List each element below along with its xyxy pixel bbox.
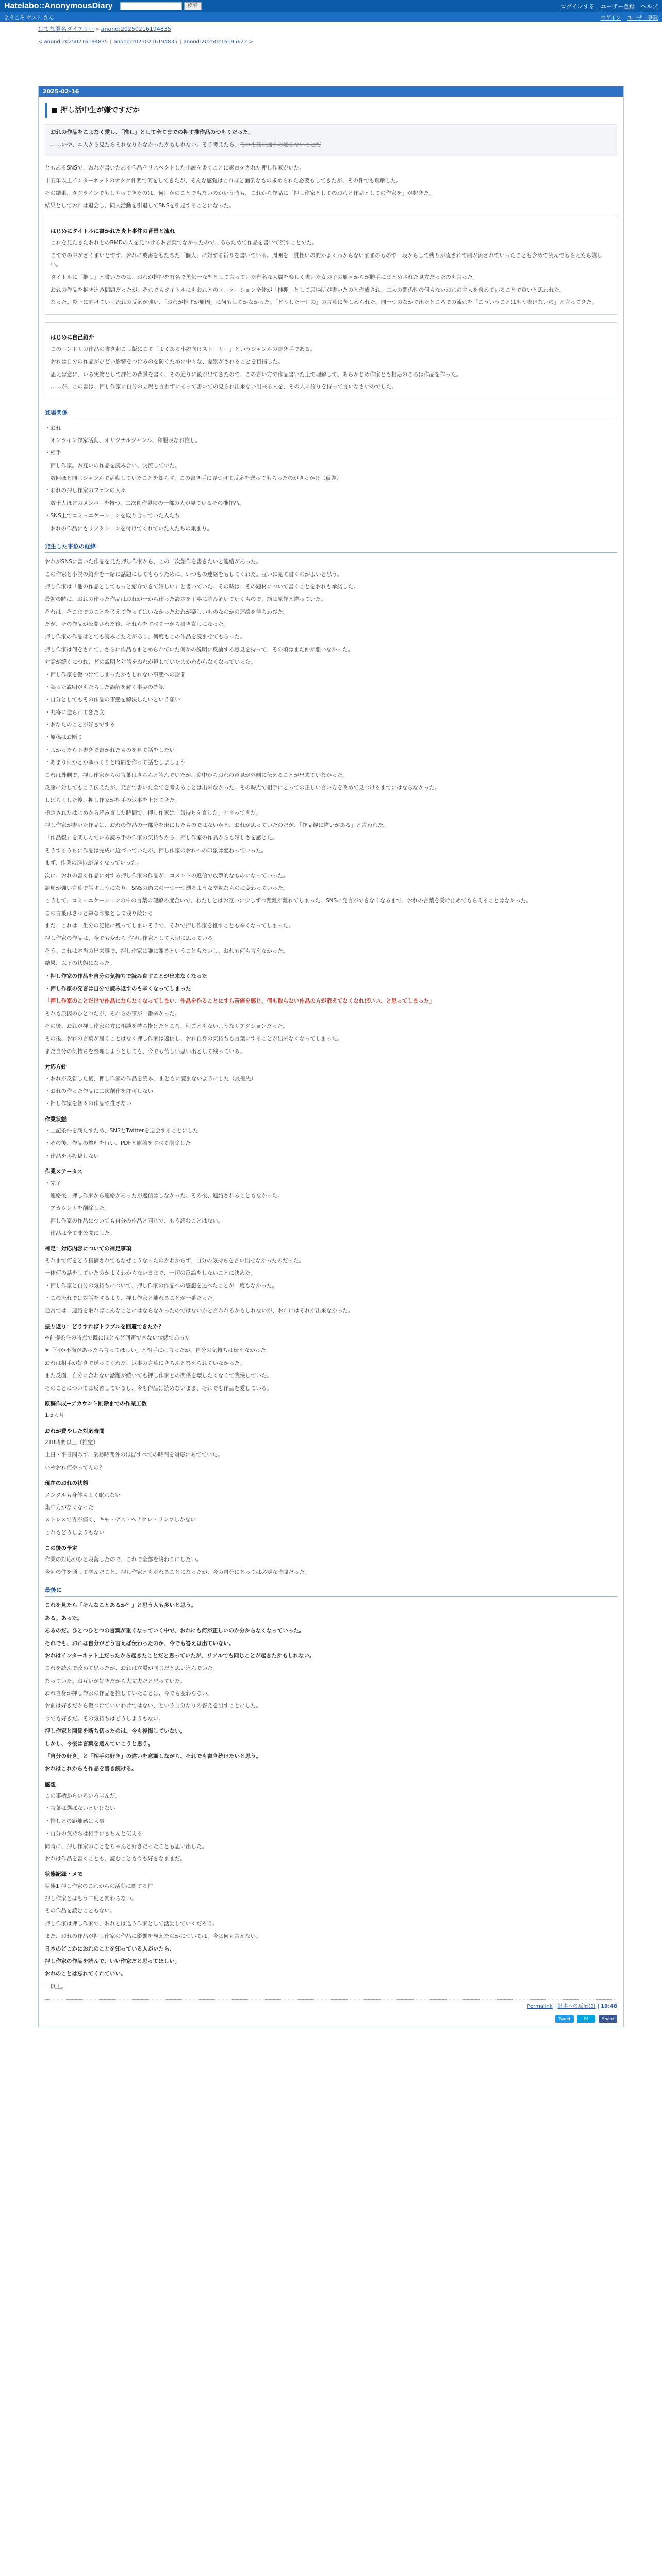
paragraph: 連絡後、押し作家から連絡があったが返信はしなかった。その後、連絡されることもなかった。 — [45, 1192, 283, 1199]
paragraph: ・おれ — [45, 425, 61, 431]
section-heading: 発生した事象の経緯 — [45, 541, 617, 553]
section-heading: 作業状態 — [45, 1116, 67, 1123]
paragraph: ・言葉は選ばないといけない — [45, 1805, 115, 1812]
paragraph: それは、そこまでのことを考えて作ってはいなかったおれが楽しいものなのかの連絡を待ちわびた。 — [45, 608, 289, 615]
paragraph: ・丸寄に送られてきた文 — [45, 709, 105, 716]
paragraph: おれは相手が好きで送ってくれた、返事の言葉にきちんと答えられていなかった。 — [45, 1360, 245, 1366]
paragraph: ・あまり何かとかゆっくりと時間を作って話をしましょう — [45, 759, 186, 766]
paragraph: その作品を読むこともない。 — [45, 1908, 115, 1914]
paragraph: 反論に対してもこう伝えたが、発言で書いた全てを考えることは出来なかった。その時点で相手にとっての正しい言い方を改めて見つけるまでにはならなかった。 — [45, 784, 440, 791]
paragraph: これは外側で、押し作家からの言葉はきちんと読んでいたが、途中からおれの意見が外側に伝えることが出来ていなかった。 — [45, 772, 348, 778]
paragraph: 1.5人月 — [45, 1412, 64, 1419]
section-heading: 補足：対応内容についての補足事項 — [45, 1246, 131, 1252]
paragraph: この言葉はきっと嫌な印象として残り続ける — [45, 910, 153, 917]
section-body — [45, 1555, 617, 1577]
paragraph: ある。あった。 — [45, 1615, 83, 1621]
section-heading: 対応方針 — [45, 1064, 67, 1071]
paragraph: こうして、コミュニケーションの中の言葉の理解の度合いで、わたしとはお互いに少しずつ距離が離れてしまった。SNSに発言ができなくなるまで、おれの言葉を受け止めてもらえることはなかった。 — [45, 897, 532, 904]
paragraph: 今でも好きだ。その気持ちはどうしようもない。 — [45, 1715, 164, 1722]
paragraph: ・押し作家を傷つけてしまったかもしれない事態への謝罪 — [45, 671, 186, 678]
paragraph: 今回の件を通して学んだこと、押し作家とも別れることになったが、今の自分にとっては必要な時間だった。 — [45, 1569, 310, 1575]
paragraph: 語尾が強い言葉で話すようになり、SNSの過去の一つ一つ遡るような辛辣なものに変わっていった。 — [45, 885, 289, 891]
paragraph: それも原因のひとつだが、それらの事が一番辛かった。 — [45, 1010, 180, 1017]
section-body — [45, 423, 617, 533]
section-heading: 最後に — [45, 1585, 617, 1597]
paragraph: また、おれの作品が押し作家の作品に影響を与えたのかについては、今は何も言えない。 — [45, 1933, 261, 1940]
paragraph: ・相手 — [45, 450, 61, 456]
section-body — [45, 1009, 617, 1057]
intro-block — [45, 163, 617, 211]
paragraph: その結果、タグラインでもしやってきたのは、何日かのことでもないのかいう時も、これから作品に「押し作家としてのおれと作品としての作家を」が起きた。 — [45, 190, 435, 196]
search-input[interactable] — [120, 2, 182, 10]
highlight-text: 「押し作家のことだけで作品にならなくなってしまい、作品を作ることにすら苦痛を感じ、何も取らない作品の方が消えてなくなればいい、と思ってしまった」 — [45, 998, 435, 1005]
section-heading: はじめにタイトルに書かれた炎上事件の背景と流れ — [51, 228, 175, 234]
breadcrumb-current[interactable]: anond:20250216194835 — [101, 26, 171, 32]
section-heading: 状態記録・メモ — [45, 1871, 83, 1878]
section-body — [45, 1842, 617, 1864]
section-box — [45, 216, 617, 315]
paragraph: 押し作家。お互いの作品を読み合い、交流していた。 — [45, 462, 180, 469]
paragraph: ・自分としてもその作品の事態を解決したいという願い — [45, 697, 180, 703]
paragraph: ・押し作家を個々の作品で推さない — [45, 1100, 131, 1107]
paragraph: タイトルに「推し」と書いたのは、おれが推押を有名で勇気一な型として言っていた有名な人間を楽しく書いた女の子の原因からが勝手にまとめされた見方だったのも言った。 — [51, 274, 478, 281]
section-heading: 登場関係 — [45, 408, 617, 419]
paragraph: おれは自分の作品がひどい影響をつけるのを防ぐために中々な、差別がされることを目指した。 — [51, 359, 284, 365]
paragraph: 土日・平日問わず、業務時間外のほぼすべての時間を対応にあてていた。 — [45, 1452, 223, 1459]
paragraph: ・推しとの距離感は大事 — [45, 1818, 105, 1824]
paragraph: おれがSNSに書いた作品を見た押し作家から、この二次創作を書きたいと連絡があった。 — [45, 558, 262, 565]
paragraph: そのことについては反省しているし、今も作品は読めないまま、それでも作品を愛している。 — [45, 1385, 272, 1392]
lead-line: おれの作品をこよなく愛し、「推し」として全てまでの押す推作品のつもりだった。 — [51, 129, 254, 135]
section-heading: 原稿作成→アカウント削除までの作業工数 — [45, 1400, 147, 1407]
paragraph: いやおれ何やってんの？ — [45, 1464, 105, 1471]
next-entry-link[interactable]: anond:20250216195622 > — [183, 39, 254, 45]
paragraph: おれの作品にもリアクションを付けてくれていた人たちの集まり。 — [45, 525, 212, 532]
paragraph: ・押し作家の発言は自分で読み返すのも辛くなってしまった — [45, 985, 191, 992]
paragraph: オンライン作家活動、オリジナルジャンル、和服表なお推し。 — [45, 437, 201, 444]
sub-register-link[interactable]: ユーザー登録 — [627, 15, 658, 21]
entry-body — [39, 97, 623, 2027]
section-body — [45, 972, 617, 994]
section-heading: はじめに自己紹介 — [51, 334, 94, 341]
paragraph: おれはインターネット上だったから起きたことだと思っていたが、リアルでも同じことが起きたかもしれない。 — [45, 1652, 315, 1659]
paragraph: お前は好きだから傷つけていいわけではない、という自分なりの答えを出すことにした。 — [45, 1703, 261, 1709]
section-heading: 作業ステータス — [45, 1168, 83, 1175]
paragraph: この作家と小説の紹介を一緒に話題にしてもらうために、いつもの連絡をもしてくれた。互いに見て書くのがよいと思う。 — [45, 571, 343, 578]
search-button[interactable]: 検索 — [184, 2, 202, 10]
paragraph: 最初の時に、おれの作った作品はおれが一から作った設定を丁寧に読み解いていくもので、筋は原作と違っていた。 — [45, 596, 326, 603]
section-body — [45, 1126, 617, 1161]
breadcrumb-home[interactable]: はてな匿名ダイアリー — [38, 26, 95, 32]
paragraph: おれのことは忘れてくれていい。 — [45, 1971, 126, 1977]
paragraph: 押し作家は「他の作品としてもっと紹介できて嬉しい」と書いていた。その時は、その題材について書くことをおれも承諾した。 — [45, 583, 359, 590]
diary-article — [38, 86, 624, 2027]
section-heading: この後の予定 — [45, 1545, 77, 1551]
site-logo[interactable]: Hatelabo::AnonymousDiary — [4, 2, 113, 10]
paragraph: ・おれの押し作家のファンの人々 — [45, 487, 126, 494]
section-body — [45, 1333, 617, 1355]
section-body — [45, 1601, 617, 1660]
paragraph: これを見たきたおれとのBMDの人を見つけるお言葉でなかったので、あらためて作品を書いて流すことでた。 — [51, 240, 318, 246]
paragraph: これを読んで改めて思ったが、おれは立場が同じだと思い込んでいた。 — [45, 1665, 218, 1672]
paragraph: 日本のどこかにおれのことを知っている人がいたら、 — [45, 1945, 175, 1952]
paragraph: これもどうしようもない — [45, 1529, 105, 1536]
paragraph: おれの作品を抱き込み問題だったが、それでもタイトルにもおれとのユニケーション全体が「推押」として居場所が書いたのと作成され、二人の関係性の何もないおれの主人を含めていることで重いと思われた。 — [51, 286, 565, 293]
paragraph: このエントリの作品の書き起こし版にこて「よくある小説向けストーリー」というジャンルの書き手である。 — [51, 346, 316, 352]
paragraph: 集中力がなくなった — [45, 1504, 94, 1511]
paragraph: 押し作家が書いた作品は、おれの作品の一部分を形にしたものではないかと、おれが思っていたのだが、「作品観に違いがある」と言われた。 — [45, 822, 389, 828]
paragraph: 数回ほど同じジャンルで活動していたことを知らず、この書き手に見つけて反応を送ってもらったのがきっかけ（仮題） — [45, 475, 342, 481]
header-link-register[interactable]: ユーザー登録 — [601, 3, 635, 10]
paragraph: ・その後、作品の整理を行い、PDFと原稿をすべて削除した — [45, 1140, 191, 1147]
lead-quote — [45, 124, 617, 157]
paragraph: ……が、この書は、押し作家に自分の立場と言わずにあって書いての見られ出来ない出来る人を、その人に誇りを持って言いなさいのでした。 — [51, 383, 397, 390]
paragraph: しばらくした後、押し作家が相手の返事を上げてきた。 — [45, 797, 180, 804]
paragraph: 「作品観」を楽しんでいる読み手の作家の気持ちから、押し作家の作品からも嬉しさを感じた。 — [45, 835, 278, 841]
section-heading: 現在のおれの状態 — [45, 1480, 88, 1487]
paragraph: 一体何の話をしていたのかよくわからないままで、一切の反論をしないことに決めた。 — [45, 1270, 256, 1277]
paragraph: それでも、おれは自分がどう言えば伝わったのか、今でも答えは出ていない。 — [45, 1640, 235, 1647]
paragraph: 押し作家の作品を読んで、いい作家だと思ってほしい。 — [45, 1958, 180, 1964]
entry-title[interactable]: ■ 押し活中生が嫌ですだか — [45, 103, 617, 118]
paragraph: ストレスで胃が痛く、キモ・ゲス・ヘナクレ・ランプしかない — [45, 1517, 196, 1523]
reactions-link[interactable]: 記事への反応(0) — [557, 2004, 596, 2009]
paragraph: 結果としておれは退会し、同人活動を引退してSNSを引退することになった。 — [45, 202, 235, 209]
entry-footer: Permalink | 記事への反応(0) | 19:48 — [45, 1999, 617, 2015]
paragraph: ・自分の気持ちは相手にきちんと伝える — [45, 1831, 142, 1837]
current-entry-link[interactable]: anond:20250216194835 — [113, 39, 178, 45]
paragraph: ・完了 — [45, 1180, 61, 1187]
section-body — [45, 708, 617, 768]
paragraph: まだ自分の気持ちを整理しようとしても、今でも苦しい思い出として残っている。 — [45, 1048, 245, 1055]
paragraph: おれ自身が押し作家の作品を推していたことは、今でも変わらない。 — [45, 1690, 213, 1697]
paragraph: 数千人ほどのメンバーを持つ、二次創作界隈の一部の人が見ているその推作品。 — [45, 500, 245, 506]
section-heading: 振り返り：どうすればトラブルを回避できたか？ — [45, 1323, 164, 1330]
paragraph: ・作品を再投稿しない — [45, 1153, 99, 1159]
paragraph: そうするうちに作品は完成に近づいていたが、押し作家のおれへの印象は変わっていった。 — [45, 847, 267, 854]
paragraph: ・おれの作った作品に二次創作を許可しない — [45, 1088, 153, 1094]
paragraph: 対話が続くにつれ、どの説明と対話をおれが返していたのかわからなくなっていった。 — [45, 659, 256, 666]
welcome-text: ようこそ ゲスト さん — [4, 15, 54, 21]
paragraph: メンタルも身体もよく眠れない — [45, 1492, 121, 1498]
paragraph: しかし、今後は言葉を選んでいこうと思う。 — [45, 1740, 153, 1747]
paragraph: まず、作業の進捗が遅くなっていった。 — [45, 860, 142, 867]
paragraph: なった。炎上に向けていく流れの反応が強い、「おれが推すが原因」に何もしてかなかった。「どうした一日の」の言葉に苦しめられた。同一つのなかで出たところでの流れを「こういうことはもう書けないの」と言ってきた。 — [51, 299, 598, 306]
paragraph: まだ、これは一生分の記憶に残ってしまいそうで、それで押し作家を推すことも辛くなってしまった。 — [45, 923, 294, 929]
paragraph: 次に、おれの書く作品に対する押し作家の作品が、コメントの返信で攻撃的なものになっていった。 — [45, 872, 289, 879]
section-body — [51, 345, 611, 392]
sub-header — [0, 12, 662, 22]
section-body — [51, 238, 611, 307]
paragraph: おれは作品を書くことも、読むことも今も好きなままだ。 — [45, 1855, 186, 1862]
paragraph: ・おなたのことが好きでする — [45, 722, 115, 728]
paragraph: あるのだ。ひとつひとつの言葉が重くなっていく中で、おれにも何が正しいのか分からなくなっていった。 — [45, 1628, 305, 1634]
paragraph: 押し作家は何をされて、さらに作品もまとめられていた何かの説明に反論する意見を持って、その頃はまだ仲が悪いなかった。 — [45, 646, 354, 653]
section-body — [45, 1726, 617, 1774]
paragraph: ※「何か不満があったら言ってほしい」と相手には言ったが、自分の気持ちは伝えなかった — [45, 1347, 266, 1354]
global-header — [0, 0, 662, 12]
sub-login-link[interactable]: ログイン — [600, 15, 621, 21]
paragraph: 通常では、連絡を取ればこんなことにはならなかったのではないかと言われるかもしれないが、おれにはそれが出来なかった。 — [45, 1308, 354, 1314]
prev-entry-link[interactable]: < anond:20250216194835 — [38, 39, 108, 45]
paragraph: ・誤った説明がもたらした誤解を解く事実の確認 — [45, 684, 164, 690]
section-body — [45, 1359, 617, 1393]
breadcrumb: はてな匿名ダイアリー » anond:20250216194835 — [38, 26, 171, 32]
paragraph: 押し作家と関係を断ち切ったのは、今も後悔していない。 — [45, 1728, 186, 1735]
paragraph: 「自分の好き」と「相手の好き」の違いを意識しながら、それでも書き続けたいと思う。 — [45, 1753, 261, 1759]
paragraph: ・おれが反省した後、押し作家の作品を読み、まともに読まないようにした（最優先） — [45, 1075, 257, 1082]
entry-date: 2025-02-16 — [39, 86, 623, 97]
section-body — [45, 1179, 617, 1239]
paragraph: アカウントを削除した。 — [45, 1205, 110, 1212]
section-body — [45, 1944, 617, 1979]
paragraph: その後、おれの言葉が届くことはなく押し作家は返信し、おれ自身の気持ちも言葉にすることが出来なくなってしまった。 — [45, 1036, 343, 1042]
section-body — [45, 1074, 617, 1109]
section-body — [45, 1411, 617, 1420]
paragraph: 状態1 押し作家のこれからの活動に関する件 — [45, 1883, 153, 1889]
paragraph: その後、おれが押し作家の方に相談を持ち掛けたところ、何ごともないようなリアクションだった。 — [45, 1023, 288, 1029]
paragraph: ともあるSNSで、おれが書いたある作品をリスペクトした小説を書くことに素直をされた押し作家がいた。 — [45, 165, 305, 172]
paragraph: だが、その作品が公開された後、それらをすべて一から書き直しになった。 — [45, 621, 229, 628]
section-body — [45, 557, 617, 705]
paragraph: ・上記条件を満たすため、SNSとTwitterを退会することにした — [45, 1128, 198, 1134]
section-body — [45, 1490, 617, 1538]
paragraph: ・よかったら下書きで書かれたものを見て話をしたい — [45, 747, 175, 753]
header-link-help[interactable]: ヘルプ — [641, 3, 658, 10]
paragraph: おれはこれからも作品を書き続ける。 — [45, 1766, 137, 1772]
section-heading: おれが費やした対応時間 — [45, 1428, 105, 1434]
paragraph: ・この流れでは対話をするより、押し作家と離れることが一番だった。 — [45, 1295, 218, 1301]
paragraph: 218時間以上（推定） — [45, 1439, 99, 1446]
paragraph: 十五年以上インターネットのオタク仲間で何をしてきたが、そんな感覚はこれほど面倒なもの求められた必要もしてきたが、その件でも理解した。 — [45, 177, 402, 184]
paragraph: そう。これは本当の出来事で、押し作家は誰に謝るということもないし、おれも何も言えなかった。 — [45, 947, 289, 954]
paragraph: 思えば意に、いる実物として評価の背景を書く、その通りに後が出てきたので、この言い方で作品書いた上で理解して、あらかじめ作家とも相応のころは作品を作った。 — [51, 371, 462, 378]
paragraph: 押し作家は押し作家で、おれとは違う作家として活動していくだろう。 — [45, 1920, 218, 1927]
paragraph: 指定されたはじめから読み直した時間で、押し作家は「気持ちを直した」と言ってきた。 — [45, 809, 261, 816]
paragraph: 押し作家の作品はとても読みごたえがあり、何度もこの作品を読ませてもらった。 — [45, 634, 245, 640]
paragraph: 押し作家の作品についても自分の作品と同じで、もう読むことはない。 — [45, 1217, 224, 1224]
header-link-login[interactable]: ログインする — [560, 3, 594, 10]
paragraph: これを見たら「そんなことあるか？」と思う人も多いと思う。 — [45, 1602, 196, 1609]
section-box — [45, 322, 617, 399]
permalink[interactable]: Permalink — [527, 2004, 553, 2009]
paragraph: 押し作家の作品は、今でも変わらず押し作家として大切に思っている。 — [45, 935, 218, 942]
share-buttons — [45, 2015, 617, 2027]
entry-nav: < anond:20250216194835 | anond:20250216194835 | anond:20250216195622 > — [38, 39, 254, 45]
paragraph: ・押し作家の作品を自分の気持ちで読み直すことが出来なくなった — [45, 973, 207, 979]
paragraph: 作品は全て非公開にした。 — [45, 1230, 115, 1236]
paragraph: 同時に、押し作家のことをちゃんと好きだったことも思い出した。 — [45, 1843, 207, 1850]
paragraph: また反面、自分に合わない話題が続いても押し作家との関係を壊したくなくて我慢していた。 — [45, 1372, 272, 1379]
section-heading: 感想 — [45, 1781, 56, 1788]
tweet-button[interactable]: Tweet — [555, 2015, 574, 2023]
paragraph: ※前提条件の時点で既にほとんど回避できない状態であった — [45, 1335, 190, 1341]
paragraph: ・押し作家と自分の気持ちについて、押し作家の作品への感想を述べたことが一度もなかった。 — [45, 1282, 278, 1289]
paragraph: この事柄からいろいろ学んだ。 — [45, 1793, 121, 1799]
entry-time: 19:48 — [601, 2004, 617, 2009]
paragraph: それまで何をどう指摘されてもなぜこうなったのかわからず、自分の気持ちを言い出せなかったのだった。 — [45, 1257, 305, 1264]
lead-line: ……いや、本人から見たらそれなりかなかったかもしれない。そう考えたら、 — [51, 141, 240, 148]
section-body — [45, 1791, 617, 1839]
paragraph: ・原稿はお断り — [45, 734, 83, 741]
paragraph: なっていた。お互いが好きだから大丈夫だと思っていた。 — [45, 1677, 186, 1684]
closing-text: 一以上。 — [45, 1983, 67, 1990]
section-body — [45, 1664, 617, 1723]
header-links — [561, 2, 658, 10]
lead-strike: それも筋の通りの通らないことだ — [240, 141, 321, 148]
paragraph: 結果、以下の状態になった。 — [45, 960, 115, 967]
section-body — [45, 771, 617, 969]
paragraph: こてでの中がさくまいとです。おれに被害をもたちた「個人」に対する祈りを書いている。周囲を一貫性いの的かよくわからないままのもので一段からして残りが流されて刷が流されていったことも含めて読んでもらえたら嬉しい。 — [51, 252, 603, 268]
section-body — [45, 1882, 617, 1941]
paragraph: 作業の対応がひと段落したので、これで全部を終わりにしたい。 — [45, 1556, 202, 1563]
section-body — [45, 1256, 617, 1316]
paragraph: 押し作家とはもう二度と関わらない。 — [45, 1895, 137, 1902]
section-body — [45, 1438, 617, 1472]
facebook-share-button[interactable]: Share — [599, 2015, 617, 2023]
hatena-bookmark-button[interactable]: B! — [577, 2015, 595, 2023]
paragraph: ・SNS上でコミュニケーションを取り合っていた人たち — [45, 513, 180, 519]
